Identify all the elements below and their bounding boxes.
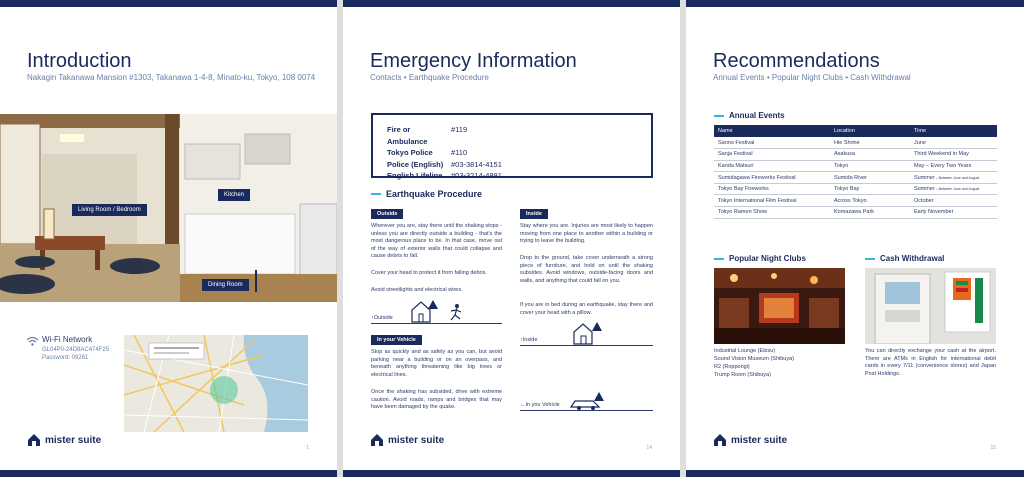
contacts-box — [371, 113, 653, 178]
page-emergency — [343, 0, 680, 477]
brand-name: mister suite — [388, 434, 445, 446]
table-row — [714, 160, 997, 172]
earthquake-heading — [371, 189, 482, 199]
top-bar — [0, 0, 337, 7]
inside-text-3: If you are in bed during an earthquake, stay there and cover your head with a pillow. — [520, 302, 653, 316]
page-number: 14 — [646, 445, 652, 451]
event-location: Sumida River — [830, 172, 910, 184]
event-time — [910, 172, 997, 184]
event-name: Tokyo International Film Festival — [714, 195, 830, 207]
page-subtitle: Annual Events • Popular Night Clubs • Cash Withdrawal — [713, 73, 911, 82]
page-title: Recommendations — [713, 50, 880, 72]
event-location: Hie Shrine — [830, 137, 910, 149]
outside-illustration — [407, 298, 477, 324]
apartment-photo — [0, 114, 337, 302]
address: Nakagin Takanawa Mansion #1303, Takanawa 1-4-8, Minato-ku, Tokyo, 108 0074 — [27, 73, 316, 82]
contact-name: Tokyo Police — [387, 148, 433, 157]
club-item: R2 (Roppongi) — [714, 364, 750, 370]
event-location: Asakusa — [830, 149, 910, 161]
inside-text-1: Stay where you are. Injuries are most likely to happen moving from one place to another within a building or trying to leave the building. — [520, 223, 653, 244]
event-location: Tokyo — [830, 160, 910, 172]
page-title: Emergency Information — [370, 50, 577, 72]
event-name: Sanno Festival — [714, 137, 830, 149]
contact-name: Fire or Ambulance — [387, 125, 428, 146]
wifi-title: Wi-Fi Network — [42, 335, 93, 344]
page-number: 15 — [990, 445, 996, 451]
contact-number: #119 — [451, 125, 468, 134]
location-map — [124, 335, 308, 432]
event-time — [910, 195, 997, 207]
club-item: Trump Room (Shibuya) — [714, 372, 771, 378]
top-bar — [343, 0, 680, 7]
inside-label: Inside — [520, 209, 548, 219]
event-time-note: – Between June and August — [934, 175, 980, 180]
page-recommendations — [686, 0, 1024, 477]
heading-dash — [714, 115, 724, 117]
event-name: Tokyo Ramen Show — [714, 207, 830, 219]
house-logo-icon — [27, 433, 41, 447]
event-time — [910, 183, 997, 195]
contact-name: Police (English) — [387, 159, 444, 169]
contact-number: #03-3214-4891 — [451, 171, 502, 180]
event-time — [910, 160, 997, 172]
contact-name: English Lifeline — [387, 171, 443, 180]
contact-number: #110 — [451, 148, 468, 157]
kitchen-tag: Kitchen — [218, 189, 250, 201]
contact-number: #03-3814-4151 — [451, 159, 502, 169]
event-time-text: May – Every Two Years — [914, 162, 972, 169]
dining-room-tag: Dining Room — [202, 279, 249, 291]
bottom-bar — [0, 470, 337, 477]
bottom-bar — [686, 470, 1024, 477]
heading-dash — [714, 258, 724, 260]
page-introduction — [0, 0, 337, 477]
events-heading — [714, 111, 785, 120]
event-time — [910, 207, 997, 219]
event-time-note: – Between June and August — [934, 187, 980, 192]
outside-figure-line — [371, 323, 502, 324]
inside-figure-line — [520, 345, 653, 346]
club-item: Sound Vision Museum (Shibuya) — [714, 356, 794, 362]
bottom-bar — [343, 470, 680, 477]
events-heading-text: Annual Events — [729, 111, 785, 120]
column-header: Name — [714, 125, 830, 137]
brand-name: mister suite — [45, 434, 102, 446]
event-name: Sumidagawa Fireworks Festival — [714, 172, 830, 184]
top-bar — [686, 0, 1024, 7]
nightclub-photo — [714, 268, 845, 344]
outside-figure-label: ↑Outside — [371, 315, 393, 321]
club-item: Industrial Lounge (Ebisu) — [714, 348, 776, 354]
table-row — [714, 137, 997, 149]
event-time-text: Summer — [914, 186, 935, 193]
page-number: 1 — [306, 445, 309, 451]
heading-dash — [865, 258, 875, 260]
events-header-row — [714, 125, 997, 137]
wifi-password: Password: 09261 — [42, 355, 89, 361]
vehicle-figure-line — [520, 410, 653, 411]
brand-logo — [713, 433, 787, 447]
events-table — [714, 125, 997, 219]
outside-text-3: Avoid streetlights and electrical wires. — [371, 287, 463, 293]
contact-row — [387, 170, 637, 182]
event-time-text: June — [914, 139, 926, 146]
wifi-icon — [27, 336, 38, 346]
cash-heading — [865, 254, 944, 263]
vehicle-figure-label: ←In you Vehicle — [520, 402, 560, 408]
earthquake-heading-text: Earthquake Procedure — [386, 189, 483, 199]
event-time — [910, 149, 997, 161]
inside-illustration — [571, 320, 607, 346]
living-room-tag: Living Room / Bedroom — [72, 204, 147, 216]
page-subtitle: Contacts • Earthquake Procedure — [370, 73, 489, 82]
event-time-text: Third Weekend in May — [914, 151, 969, 158]
inside-text-2: Drop to the ground, take cover underneath a strong piece of furniture, and hold on until the shaking subsides. Avoid windows, outside-facing doors and walls, and anything that could fall on you. — [520, 255, 653, 284]
contact-row — [387, 159, 637, 171]
wifi-ssid: GL04P0-24D8AC474F25 — [42, 347, 110, 353]
outside-text-2: Cover your head to protect it from falling debris. — [371, 270, 487, 276]
event-location: Komazawa Park — [830, 207, 910, 219]
cash-heading-text: Cash Withdrawal — [880, 254, 945, 263]
contact-row — [387, 147, 637, 159]
event-time — [910, 137, 997, 149]
outside-text-1: Wherever you are, stay there until the shaking stops - unless you are directly outside a building - that's the most dangerous place to be. In that case, move out of the way of exterior walls that could collapse and cause debris to fall. — [371, 223, 502, 259]
cash-text: You can directly exchange your cash at the airport. There are ATMs in English for international debit cards in every 7/11 (convenience stores) and Japan Post Holdings. — [865, 348, 996, 377]
house-logo-icon — [713, 433, 727, 447]
event-time-text: October — [914, 197, 934, 204]
table-row — [714, 172, 997, 184]
heading-dash — [371, 193, 381, 195]
clubs-heading-text: Popular Night Clubs — [729, 254, 806, 263]
event-name: Sanja Festival — [714, 149, 830, 161]
inside-figure-label: ↑Inside — [520, 337, 538, 343]
column-header: Location — [830, 125, 910, 137]
table-row — [714, 149, 997, 161]
vehicle-text-2: Once the shaking has subsided, drive with extreme caution. Avoid roads, ramps and bridges that may have been damaged by the quake. — [371, 389, 502, 410]
event-time-text: Early November — [914, 209, 954, 216]
column-header: Time — [910, 125, 997, 137]
contact-row — [387, 124, 637, 147]
table-row — [714, 183, 997, 195]
brand-name: mister suite — [731, 434, 788, 446]
page-title: Introduction — [27, 50, 132, 72]
event-time-text: Summer — [914, 174, 935, 181]
atm-photo — [865, 268, 996, 344]
brand-logo — [370, 433, 444, 447]
brand-logo — [27, 433, 101, 447]
event-location: Tokyo Bay — [830, 183, 910, 195]
vehicle-label: In your Vehicle — [371, 335, 422, 345]
clubs-heading — [714, 254, 806, 263]
table-row — [714, 195, 997, 207]
event-name: Kanda Matsuri — [714, 160, 830, 172]
vehicle-text-1: Stop as quickly and as safely as you can, but avoid parking near a building or on an overpass, and beneath anything threatening like big trees or electrical lines. — [371, 349, 502, 378]
outside-label: Outside — [371, 209, 403, 219]
house-logo-icon — [370, 433, 384, 447]
table-row — [714, 207, 997, 219]
dining-arrow — [255, 270, 257, 292]
event-location: Across Tokyo — [830, 195, 910, 207]
event-name: Tokyo Bay Fireworks — [714, 183, 830, 195]
